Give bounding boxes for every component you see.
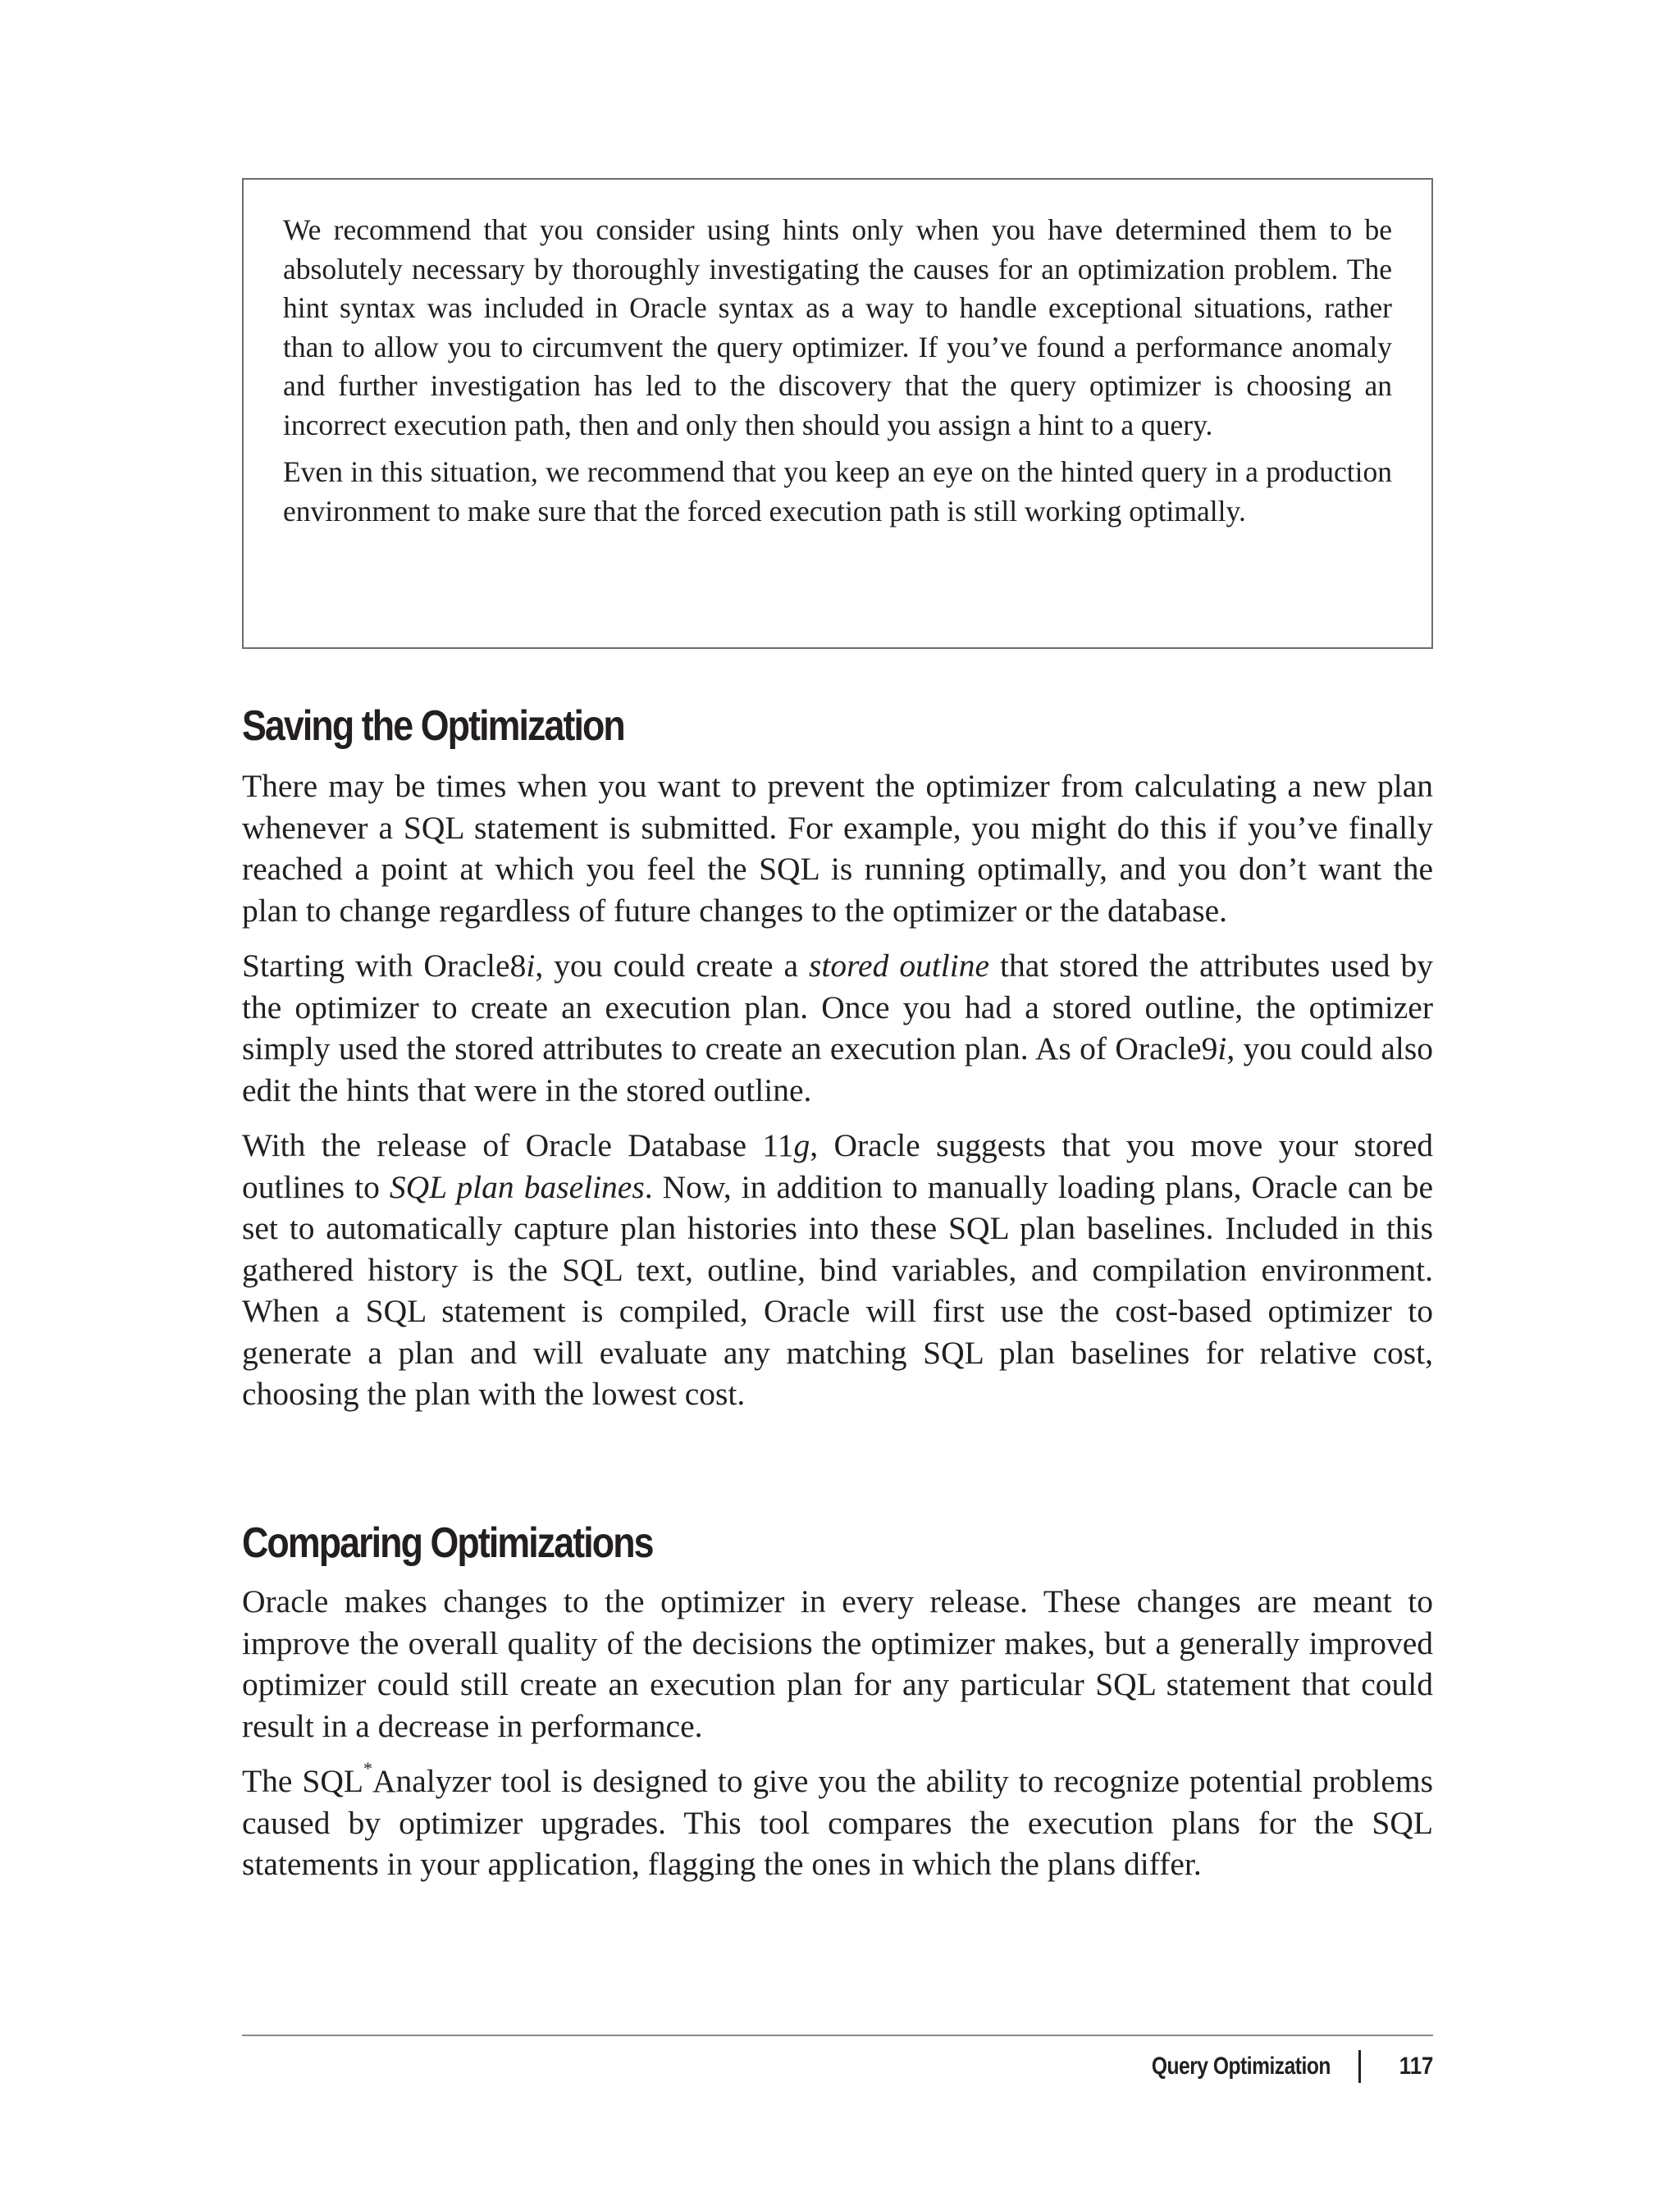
footer-rule xyxy=(242,2035,1433,2036)
page-footer xyxy=(1112,2048,1433,2085)
note-paragraph-1: We recommend that you consider using hints only when you have determined them to be absolutely necessary by thoroughly investigating the causes for an optimization problem. The hint syntax was included in Oracle syntax as a way to handle exceptional situations, rather than to allow you to circumvent the query optimizer. If you’ve found a performance anomaly and further investigation has led to the discovery that the query optimizer is choosing an incorrect execution path, then and only then should you assign a hint to a query. xyxy=(283,213,1392,441)
body-paragraph: There may be times when you want to prevent the optimizer from calculating a new plan whenever a SQL statement is submitted. For example, you might do this if you’ve finally reached a point at which you feel the SQL is running optimally, and you don’t want the plan to change regardless of future changes to the optimizer or the database. xyxy=(242,768,1433,929)
body-paragraph: With the release of Oracle Database 11g, Oracle suggests that you move your stored outlines to SQL plan baselines. Now, in addition to manually loading plans, Oracle can be set to automatically capture plan histories into these SQL plan baselines. Included in this gathered history is the SQL text, outline, bind variables, and compilation environment. When a SQL statement is compiled, Oracle will first use the cost-based optimizer to generate a plan and will evaluate any matching SQL plan baselines for relative cost, choosing the plan with the lowest cost. xyxy=(242,1127,1433,1412)
running-title: Query Optimization xyxy=(1151,2053,1331,2080)
section-heading: Saving the Optimization xyxy=(242,702,624,750)
note-paragraph-2: Even in this situation, we recommend that you keep an eye on the hinted query in a production environment to make sure that the forced execution path is still working optimally. xyxy=(283,455,1392,528)
section-comparing-optimizations xyxy=(242,1516,1433,1899)
note-box xyxy=(242,178,1433,649)
footer-separator xyxy=(1358,2050,1361,2083)
page-number: 117 xyxy=(1399,2053,1433,2080)
section-heading: Comparing Optimizations xyxy=(242,1519,653,1567)
body-paragraph: The SQL*Analyzer tool is designed to give you the ability to recognize potential problems caused by optimizer upgrades. This tool compares the execution plans for the SQL statements in your application, flagging the ones in which the plans differ. xyxy=(242,1758,1433,1882)
section-saving-the-optimization xyxy=(242,699,1433,1429)
body-paragraph: Starting with Oracle8i, you could create a stored outline that stored the attributes used by the optimizer to create an execution plan. Once you had a stored outline, the optimizer simply used the stored attributes to create an execution plan. As of Oracle9i, you could also edit the hints that were in the stored outline. xyxy=(242,948,1433,1108)
body-paragraph: Oracle makes changes to the optimizer in every release. These changes are meant to improve the overall quality of the decisions the optimizer makes, but a generally improved optimizer could still create an execution plan for any particular SQL statement that could result in a decrease in performance. xyxy=(242,1583,1433,1744)
